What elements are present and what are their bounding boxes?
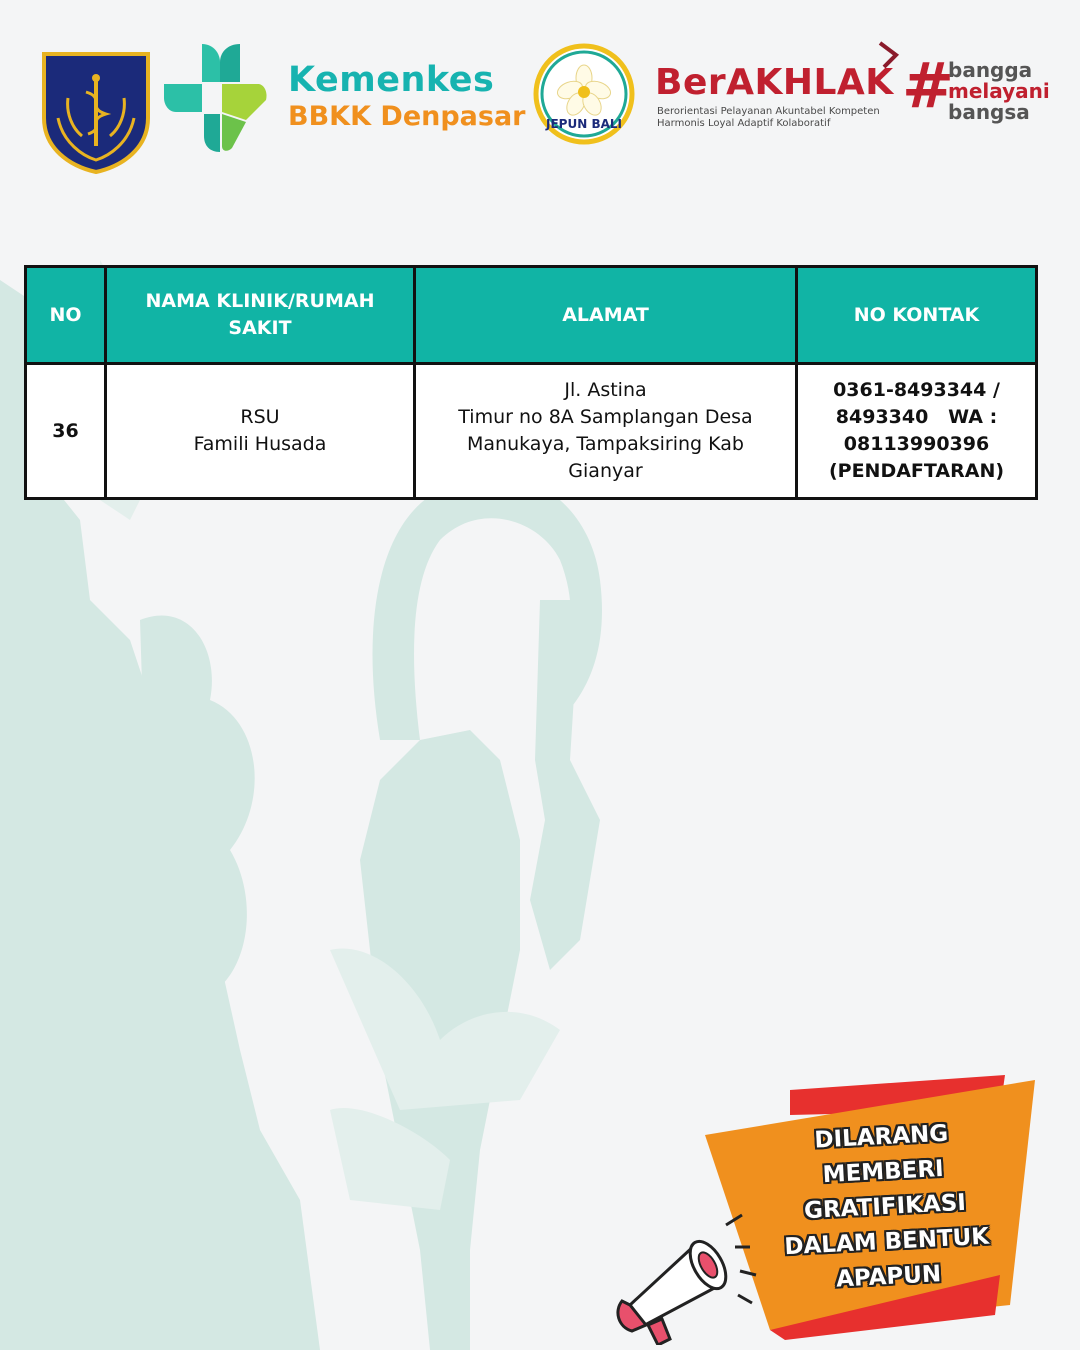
notice-line: DILARANG [813,1120,949,1154]
row-alamat [415,364,797,499]
header-nama: NAMA KLINIK/RUMAH SAKIT [106,267,415,364]
berakhlak-wordmark: BerAKHLAK [655,62,894,103]
notice-line: DALAM BENTUK [783,1223,990,1261]
row-no: 36 [26,364,106,499]
gratifikasi-notice-text [766,1114,1005,1301]
melayani-text: melayani [948,79,1050,103]
header-alamat: ALAMAT [415,267,797,364]
bangga-text: bangga [948,58,1033,82]
alamat-line: Jl. Astina [564,379,647,401]
clinic-table [24,265,1035,500]
kontak-line: 8493340 WA : [835,406,998,428]
megaphone-icon [618,1215,756,1345]
jepun-bali-logo [530,42,638,146]
header-no-kontak: NO KONTAK [797,267,1037,364]
bangga-melayani-bangsa [948,60,1050,123]
chevron-right-icon [874,40,902,70]
kontak-line: 0361-8493344 / [833,379,1000,401]
berakhlak-tagline [657,106,880,130]
bangsa-text: bangsa [948,100,1030,124]
kemenkes-icon [162,42,268,154]
berakhlak-line-1: Berorientasi Pelayanan Akuntabel Kompeten [657,106,880,117]
kontak-line: 08113990396 [843,433,990,455]
alamat-line: Gianyar [568,460,643,482]
row-nama [106,364,415,499]
notice-line: GRATIFIKASI [803,1189,967,1225]
nama-line: Famili Husada [193,433,327,455]
karantina-kesehatan-logo [38,48,154,174]
alamat-line: Manukaya, Tampaksiring Kab [467,433,744,455]
alamat-line: Timur no 8A Samplangan Desa [458,406,753,428]
notice-line: APAPUN [835,1261,942,1293]
kemenkes-wordmark: Kemenkes [288,60,495,100]
notice-line: MEMBERI [822,1155,945,1189]
bbkk-denpasar-wordmark: BBKK Denpasar [288,101,526,132]
jepun-bali-label: JEPUN BALI [546,117,622,131]
row-kontak [797,364,1037,499]
table-row [26,364,1037,499]
table-header-row [26,267,1037,364]
kontak-line: (PENDAFTARAN) [828,460,1005,482]
hashtag-icon: # [902,49,954,122]
berakhlak-line-2: Harmonis Loyal Adaptif Kolaboratif [657,118,831,129]
header-no: NO [26,267,106,364]
nama-line: RSU [240,406,280,428]
